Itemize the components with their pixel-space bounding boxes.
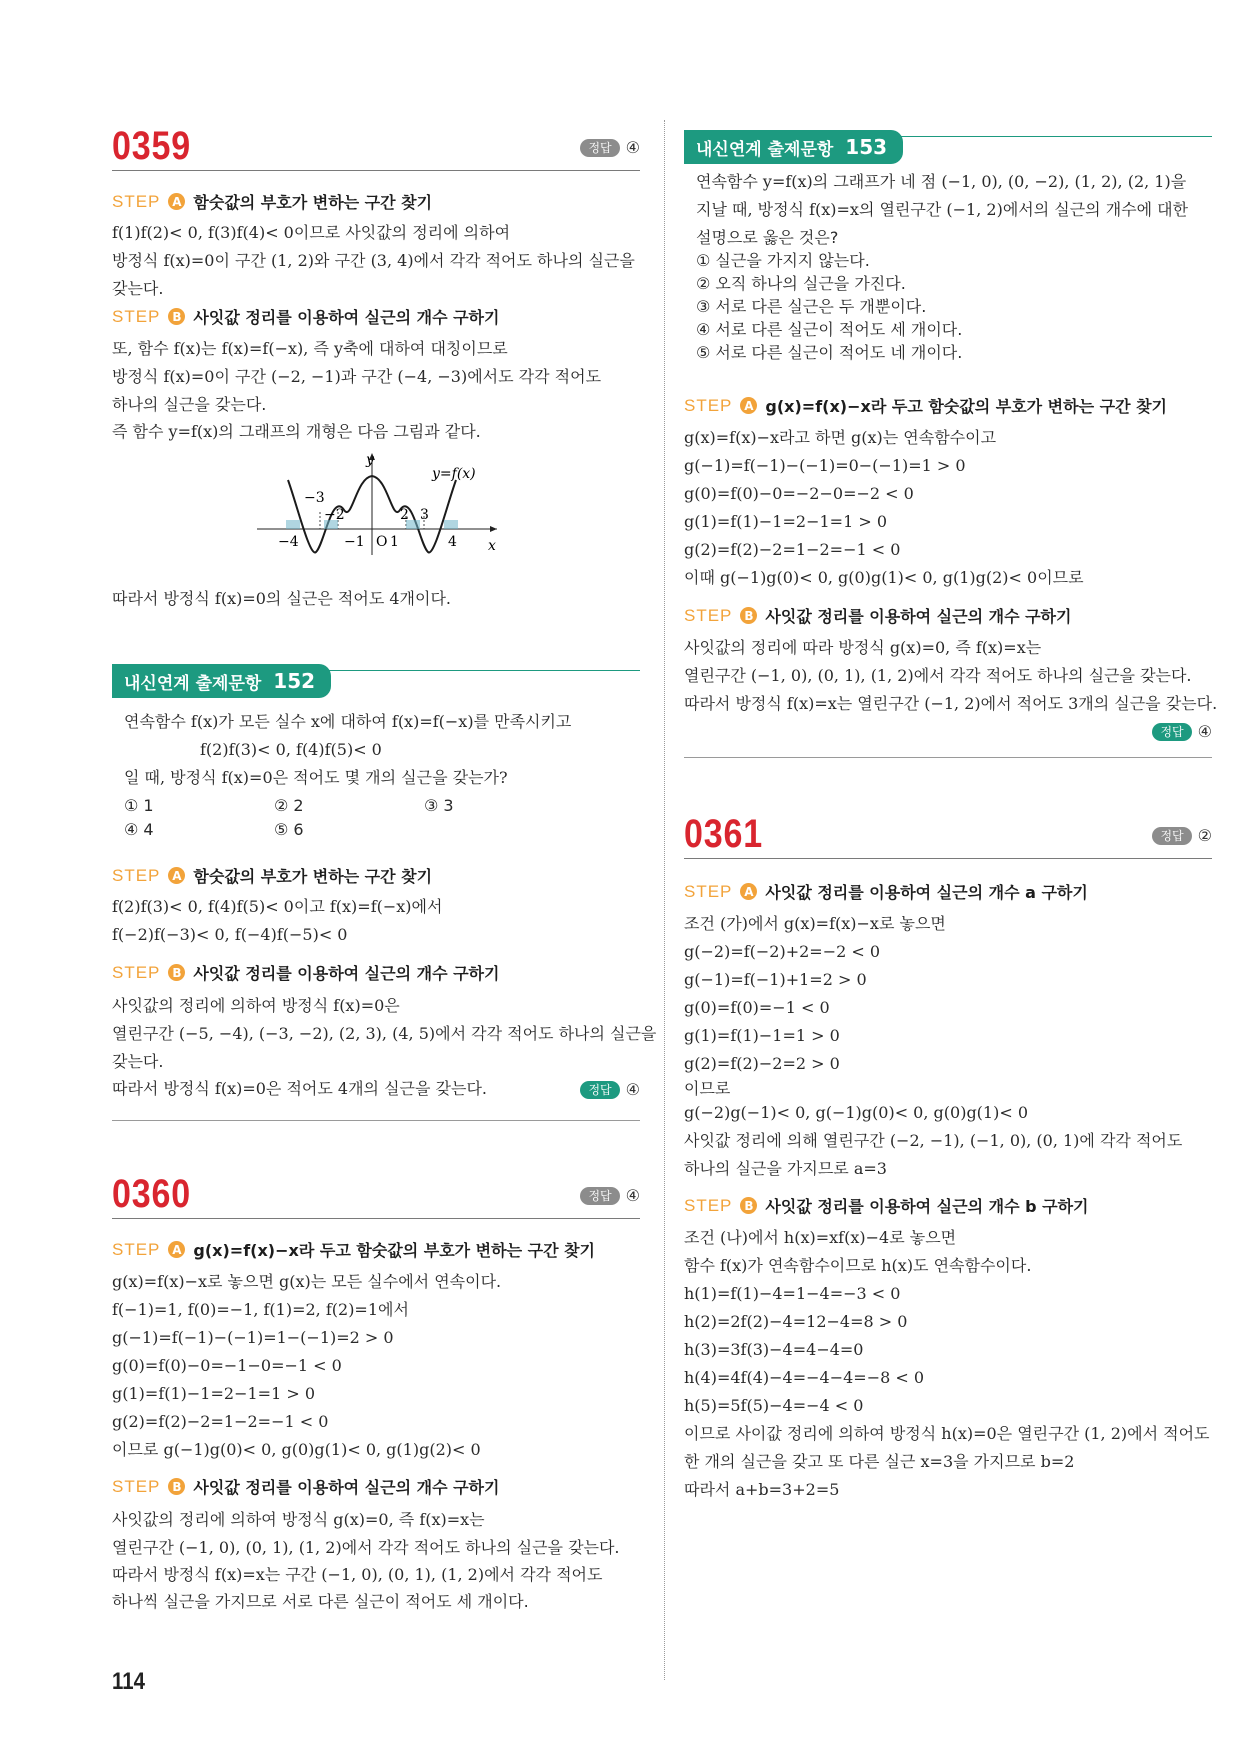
problem-number-0359: 0359: [112, 124, 192, 168]
text-line: g(x)=f(x)−x로 놓으면 g(x)는 모든 실수에서 연속이다.: [112, 1272, 502, 1291]
answer-value: ④: [625, 1186, 640, 1205]
choice: ⑤ 서로 다른 실근이 적어도 네 개이다.: [696, 343, 963, 362]
question-line: 설명으로 옳은 것은?: [696, 228, 839, 247]
text-line: 하나의 실근을 갖는다.: [112, 395, 267, 414]
text-line: 또, 함수 f(x)는 f(x)=f(−x), 즉 y축에 대하여 대칭이므로: [112, 339, 508, 358]
text-line: g(2)=f(2)−2=2 > 0: [684, 1054, 840, 1073]
answer-153: [1152, 722, 1212, 741]
step-title: 사잇값 정리를 이용하여 실근의 개수 구하기: [193, 964, 500, 983]
step-label: STEP: [112, 1476, 161, 1496]
question-line: 연속함수 y=f(x)의 그래프가 네 점 (−1, 0), (0, −2), (1, 2), (2, 1)을: [696, 172, 1187, 191]
step-b-heading: [684, 604, 1071, 627]
text-line: 조건 (나)에서 h(x)=xf(x)−4로 놓으면: [684, 1228, 957, 1247]
step-badge: A: [168, 867, 185, 884]
text-line: h(2)=2f(2)−4=12−4=8 > 0: [684, 1312, 908, 1331]
text-line: g(x)=f(x)−x라고 하면 g(x)는 연속함수이고: [684, 428, 997, 447]
choice: ① 1: [124, 796, 154, 815]
section-rule: [112, 1120, 640, 1121]
step-label: STEP: [684, 395, 733, 415]
origin-label: O: [376, 534, 388, 550]
text-line: f(−1)=1, f(0)=−1, f(1)=2, f(2)=1에서: [112, 1300, 409, 1319]
problem-rule: [684, 858, 1212, 859]
text-line: 열린구간 (−5, −4), (−3, −2), (2, 3), (4, 5)에서 각각 적어도 하나의 실근을: [112, 1024, 657, 1043]
step-badge: A: [168, 1241, 185, 1258]
tick-label: 3: [420, 507, 429, 523]
step-badge: B: [740, 607, 757, 624]
step-badge: A: [740, 883, 757, 900]
text-line: 사잇값의 정리에 의하여 방정식 g(x)=0, 즉 f(x)=x는: [112, 1510, 485, 1529]
answer-0361: [1152, 826, 1212, 845]
text-line: g(0)=f(0)=−1 < 0: [684, 998, 830, 1017]
step-title: 사잇값 정리를 이용하여 실근의 개수 구하기: [193, 1478, 500, 1497]
column-divider: [664, 120, 665, 1680]
step-b-heading: [112, 1475, 499, 1498]
text-line: g(−2)=f(−2)+2=−2 < 0: [684, 942, 881, 961]
text-line: 열린구간 (−1, 0), (0, 1), (1, 2)에서 각각 적어도 하나의 실근을 갖는다.: [112, 1538, 620, 1557]
step-label: STEP: [112, 306, 161, 326]
text-line: 갖는다.: [112, 1052, 164, 1071]
answer-0360: [580, 1186, 640, 1205]
text-line: 따라서 a+b=3+2=5: [684, 1480, 840, 1499]
text-line: g(1)=f(1)−1=2−1=1 > 0: [112, 1384, 315, 1403]
step-label: STEP: [112, 1239, 161, 1259]
text-line: 하나씩 실근을 가지므로 서로 다른 실근이 적어도 세 개이다.: [112, 1592, 529, 1611]
problem-number-0360: 0360: [112, 1172, 192, 1216]
step-badge: B: [740, 1197, 757, 1214]
step-label: STEP: [684, 1195, 733, 1215]
answer-0359: [580, 138, 640, 157]
text-line: g(−1)=f(−1)+1=2 > 0: [684, 970, 867, 989]
choice: ⑤ 6: [274, 820, 304, 839]
step-a-heading: [112, 190, 432, 213]
text-line: f(1)f(2)< 0, f(3)f(4)< 0이므로 사잇값의 정리에 의하여: [112, 223, 511, 242]
step-title: 사잇값 정리를 이용하여 실근의 개수 b 구하기: [765, 1197, 1089, 1216]
step-badge: B: [168, 1478, 185, 1495]
choice: ① 실근을 가지지 않는다.: [696, 251, 870, 270]
answer-value: ④: [625, 138, 640, 157]
step-a-heading: [112, 1238, 595, 1261]
step-title: 함숫값의 부호가 변하는 구간 찾기: [193, 867, 433, 886]
step-a-heading: [112, 864, 432, 887]
function-graph: [252, 450, 502, 560]
choice: ④ 서로 다른 실근이 적어도 세 개이다.: [696, 320, 963, 339]
step-b-heading: [684, 1194, 1089, 1217]
text-line: 한 개의 실근을 갖고 또 다른 실근 x=3을 가지므로 b=2: [684, 1452, 1075, 1471]
step-title: 사잇값 정리를 이용하여 실근의 개수 구하기: [193, 308, 500, 327]
step-a-heading: [684, 394, 1167, 417]
text-line: g(0)=f(0)−0=−1−0=−1 < 0: [112, 1356, 342, 1375]
x-axis-arrow: [490, 526, 497, 532]
y-axis-label: y: [366, 452, 374, 468]
x-axis-label: x: [488, 538, 496, 554]
text-line: 사잇값의 정리에 의하여 방정식 f(x)=0은: [112, 996, 400, 1015]
question-line: 일 때, 방정식 f(x)=0은 적어도 몇 개의 실근을 갖는가?: [124, 768, 508, 787]
step-a-heading: [684, 880, 1088, 903]
problem-rule: [112, 170, 640, 171]
text-line: 조건 (가)에서 g(x)=f(x)−x로 놓으면: [684, 914, 946, 933]
step-b-heading: [112, 961, 499, 984]
tick-label: 4: [448, 534, 457, 550]
text-line: 사잇값의 정리에 따라 방정식 g(x)=0, 즉 f(x)=x는: [684, 638, 1042, 657]
tick-label: 2: [400, 507, 409, 523]
step-label: STEP: [684, 605, 733, 625]
text-line: 사잇값 정리에 의해 열린구간 (−2, −1), (−1, 0), (0, 1)에 각각 적어도: [684, 1131, 1183, 1150]
tag-text: 내신연계 출제문항: [124, 673, 262, 694]
tick-label: −2: [324, 507, 345, 523]
text-line: 이때 g(−1)g(0)< 0, g(0)g(1)< 0, g(1)g(2)< 0이므로: [684, 568, 1084, 587]
text-line: h(3)=3f(3)−4=4−4=0: [684, 1340, 864, 1359]
problem-number-0361: 0361: [684, 812, 764, 856]
tick-label: −1: [344, 534, 365, 550]
question-line: 지날 때, 방정식 f(x)=x의 열린구간 (−1, 2)에서의 실근의 개수에 대한: [696, 200, 1189, 219]
root-interval-mark: [286, 520, 300, 529]
step-label: STEP: [112, 962, 161, 982]
linked-problem-tag-152: [112, 664, 331, 698]
step-title: 사잇값 정리를 이용하여 실근의 개수 a 구하기: [765, 883, 1088, 902]
problem-rule: [112, 1218, 640, 1219]
linked-problem-tag-153: [684, 130, 903, 164]
tag-number: 152: [273, 669, 316, 693]
curve-label: y=f(x): [432, 466, 476, 482]
choice: ② 2: [274, 796, 304, 815]
step-label: STEP: [112, 191, 161, 211]
step-b-heading: [112, 305, 499, 328]
text-line: 따라서 방정식 f(x)=0은 적어도 4개의 실근을 갖는다.: [112, 1079, 488, 1098]
question-line: 연속함수 f(x)가 모든 실수 x에 대하여 f(x)=f(−x)를 만족시키고: [124, 712, 572, 731]
answer-value: ②: [1197, 826, 1212, 845]
choice: ④ 4: [124, 820, 154, 839]
answer-label: 정답: [580, 1187, 619, 1205]
page-number: 114: [112, 1668, 145, 1695]
text-line: 이므로 사이값 정리에 의하여 방정식 h(x)=0은 열린구간 (1, 2)에서 적어도: [684, 1424, 1210, 1443]
text-line: 함수 f(x)가 연속함수이므로 h(x)도 연속함수이다.: [684, 1256, 1032, 1275]
text-line: 하나의 실근을 가지므로 a=3: [684, 1159, 887, 1178]
text-line: 이므로: [684, 1079, 731, 1098]
choice: ③ 3: [424, 796, 454, 815]
choice: ② 오직 하나의 실근을 가진다.: [696, 274, 906, 293]
section-rule: [684, 757, 1212, 758]
answer-label: 정답: [580, 1081, 619, 1099]
tag-number: 153: [845, 135, 888, 159]
text-line: 방정식 f(x)=0이 구간 (−2, −1)과 구간 (−4, −3)에서도 각각 적어도: [112, 367, 602, 386]
text-line: 즉 함수 y=f(x)의 그래프의 개형은 다음 그림과 같다.: [112, 422, 481, 441]
text-line: g(0)=f(0)−0=−2−0=−2 < 0: [684, 484, 914, 503]
step-title: 함숫값의 부호가 변하는 구간 찾기: [193, 193, 433, 212]
text-line: f(−2)f(−3)< 0, f(−4)f(−5)< 0: [112, 925, 348, 944]
step-badge: B: [168, 308, 185, 325]
answer-value: ④: [1197, 722, 1212, 741]
step-label: STEP: [112, 865, 161, 885]
text-line: g(2)=f(2)−2=1−2=−1 < 0: [684, 540, 901, 559]
answer-label: 정답: [1152, 827, 1191, 845]
answer-value: ④: [625, 1080, 640, 1099]
choice: ③ 서로 다른 실근은 두 개뿐이다.: [696, 297, 927, 316]
tag-text: 내신연계 출제문항: [696, 139, 834, 160]
step-title: 사잇값 정리를 이용하여 실근의 개수 구하기: [765, 607, 1072, 626]
step-title: g(x)=f(x)−x라 두고 함숫값의 부호가 변하는 구간 찾기: [193, 1241, 596, 1260]
text-line: 방정식 f(x)=0이 구간 (1, 2)와 구간 (3, 4)에서 각각 적어도 하나의 실근을: [112, 251, 635, 270]
step-badge: A: [168, 193, 185, 210]
text-line: h(5)=5f(5)−4=−4 < 0: [684, 1396, 864, 1415]
tag-box: [684, 130, 903, 164]
step-title: g(x)=f(x)−x라 두고 함숫값의 부호가 변하는 구간 찾기: [765, 397, 1168, 416]
text-line: g(−2)g(−1)< 0, g(−1)g(0)< 0, g(0)g(1)< 0: [684, 1103, 1029, 1122]
text-line: g(−1)=f(−1)−(−1)=0−(−1)=1 > 0: [684, 456, 966, 475]
question-condition: f(2)f(3)< 0, f(4)f(5)< 0: [200, 740, 382, 759]
step-badge: A: [740, 397, 757, 414]
step-label: STEP: [684, 881, 733, 901]
text-line: g(2)=f(2)−2=1−2=−1 < 0: [112, 1412, 329, 1431]
text-line: g(1)=f(1)−1=1 > 0: [684, 1026, 840, 1045]
text-line: g(−1)=f(−1)−(−1)=1−(−1)=2 > 0: [112, 1328, 394, 1347]
tick-label: −3: [304, 490, 325, 506]
tick-label: 1: [390, 534, 399, 550]
tag-box: [112, 664, 331, 698]
step-badge: B: [168, 964, 185, 981]
answer-label: 정답: [580, 139, 619, 157]
tick-label: −4: [278, 534, 299, 550]
text-line: 따라서 방정식 f(x)=x는 열린구간 (−1, 2)에서 적어도 3개의 실근을 갖는다.: [684, 694, 1218, 713]
text-line: h(4)=4f(4)−4=−4−4=−8 < 0: [684, 1368, 925, 1387]
text-line: g(1)=f(1)−1=2−1=1 > 0: [684, 512, 887, 531]
text-line: f(2)f(3)< 0, f(4)f(5)< 0이고 f(x)=f(−x)에서: [112, 897, 443, 916]
root-interval-mark: [444, 520, 458, 529]
text-line: 따라서 방정식 f(x)=x는 구간 (−1, 0), (0, 1), (1, 2)에서 각각 적어도: [112, 1565, 603, 1584]
text-line: 갖는다.: [112, 279, 164, 298]
text-line: 이므로 g(−1)g(0)< 0, g(0)g(1)< 0, g(1)g(2)< 0: [112, 1440, 481, 1459]
text-line: h(1)=f(1)−4=1−4=−3 < 0: [684, 1284, 901, 1303]
answer-152: [580, 1080, 640, 1099]
answer-label: 정답: [1152, 723, 1191, 741]
text-line: 열린구간 (−1, 0), (0, 1), (1, 2)에서 각각 적어도 하나의 실근을 갖는다.: [684, 666, 1192, 685]
text-line: 따라서 방정식 f(x)=0의 실근은 적어도 4개이다.: [112, 589, 452, 608]
